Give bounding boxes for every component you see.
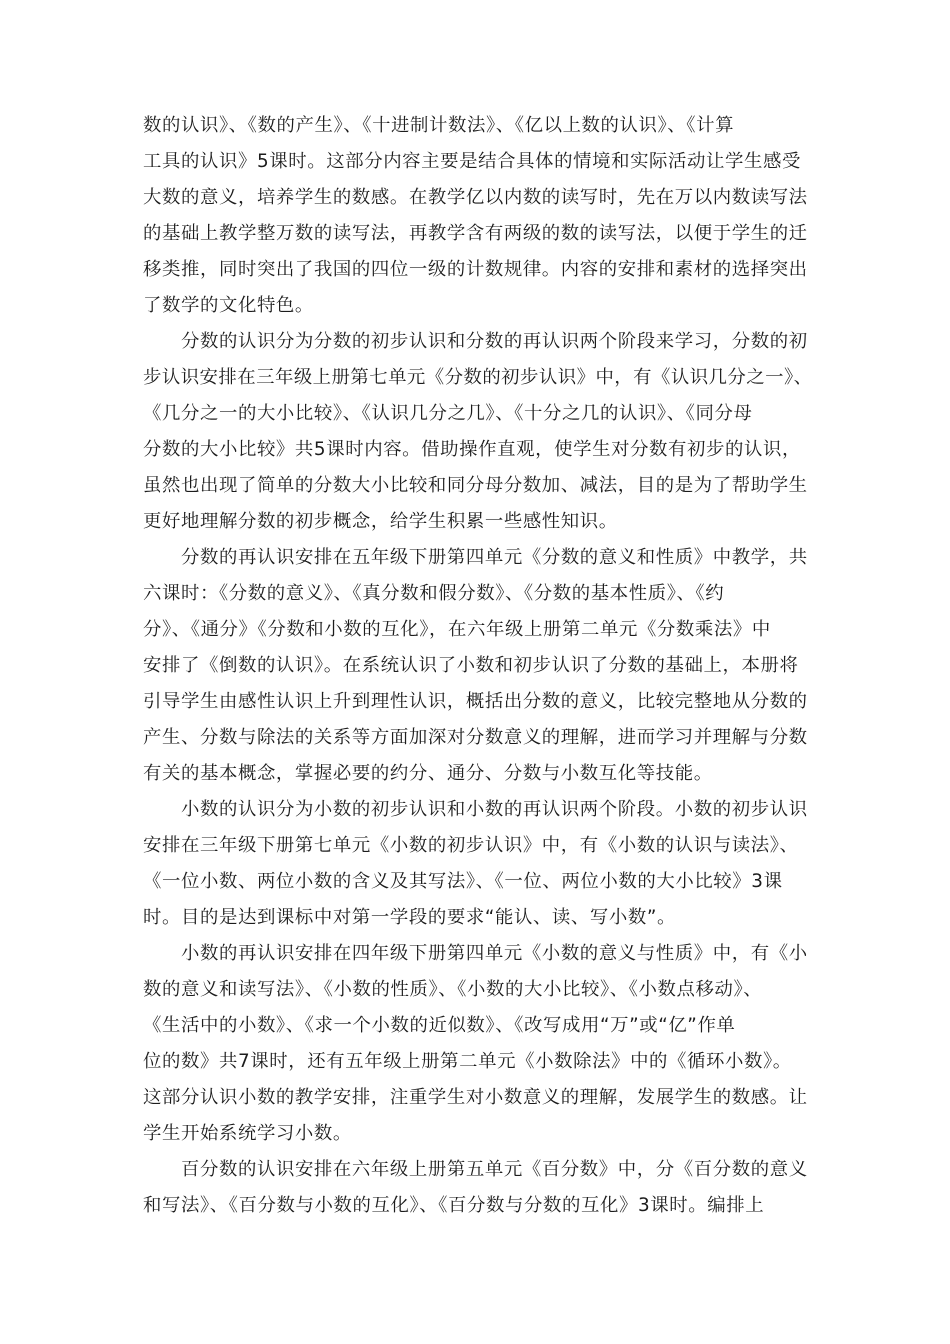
text-line: 这部分认识小数的教学安排，注重学生对小数意义的理解，发展学生的数感。让 bbox=[143, 1087, 808, 1108]
text-line: 安排在三年级下册第七单元《小数的初步认识》中，有《小数的认识与读法》、 bbox=[143, 835, 799, 856]
text-line: 大数的意义，培养学生的数感。在教学亿以内数的读写时，先在万以内数读写法 bbox=[143, 187, 808, 208]
text-line: 和写法》、《百分数与小数的互化》、《百分数与分数的互化》3课时。编排上 bbox=[143, 1195, 765, 1216]
text-line: 的基础上教学整万数的读写法，再教学含有两级的数的读写法，以便于学生的迁 bbox=[143, 223, 808, 244]
text-line: 数的意义和读写法》、《小数的性质》、《小数的大小比较》、《小数点移动》、 bbox=[143, 979, 763, 1000]
paragraph-first-line: 分数的再认识安排在五年级下册第四单元《分数的意义和性质》中教学，共 bbox=[181, 547, 808, 568]
text-line: 位的数》共7课时，还有五年级上册第二单元《小数除法》中的《循环小数》。 bbox=[143, 1051, 792, 1072]
text-line: 工具的认识》5课时。这部分内容主要是结合具体的情境和实际活动让学生感受 bbox=[143, 151, 801, 172]
text-line: 引导学生由感性认识上升到理性认识，概括出分数的意义，比较完整地从分数的 bbox=[143, 691, 808, 712]
text-line: 移类推，同时突出了我国的四位一级的计数规律。内容的安排和素材的选择突出 bbox=[143, 259, 808, 280]
text-line: 产生、分数与除法的关系等方面加深对分数意义的理解，进而学习并理解与分数 bbox=[143, 727, 808, 748]
paragraph-first-line: 百分数的认识安排在六年级上册第五单元《百分数》中，分《百分数的意义 bbox=[181, 1159, 808, 1180]
paragraph-first-line: 小数的认识分为小数的初步认识和小数的再认识两个阶段。小数的初步认识 bbox=[181, 799, 808, 820]
text-line: 分数的大小比较》共5课时内容。借助操作直观，使学生对分数有初步的认识， bbox=[143, 439, 801, 460]
text-line: 《几分之一的大小比较》、《认识几分之几》、《十分之几的认识》、《同分母 bbox=[143, 403, 753, 424]
text-line: 步认识安排在三年级上册第七单元《分数的初步认识》中，有《认识几分之一》、 bbox=[143, 367, 813, 388]
text-line: 时。目的是达到课标中对第一学段的要求“能认、读、写小数”。 bbox=[143, 907, 677, 928]
text-line: 《一位小数、两位小数的含义及其写法》、《一位、两位小数的大小比较》3课 bbox=[143, 871, 783, 892]
paragraph-first-line: 分数的认识分为分数的初步认识和分数的再认识两个阶段来学习，分数的初 bbox=[181, 331, 808, 352]
text-line: 学生开始系统学习小数。 bbox=[143, 1123, 352, 1144]
paragraph-first-line: 小数的再认识安排在四年级下册第四单元《小数的意义与性质》中，有《小 bbox=[181, 943, 808, 964]
text-line: 虽然也出现了简单的分数大小比较和同分母分数加、减法，目的是为了帮助学生 bbox=[143, 475, 808, 496]
text-line: 六课时：《分数的意义》、《真分数和假分数》、《分数的基本性质》、《约 bbox=[143, 583, 725, 604]
text-line: 更好地理解分数的初步概念，给学生积累一些感性知识。 bbox=[143, 511, 618, 532]
text-line: 安排了《倒数的认识》。在系统认识了小数和初步认识了分数的基础上，本册将 bbox=[143, 655, 799, 676]
text-line: 有关的基本概念，掌握必要的约分、通分、分数与小数互化等技能。 bbox=[143, 763, 713, 784]
text-line: 了数学的文化特色。 bbox=[143, 295, 314, 316]
text-line: 分》、《通分》《分数和小数的互化》，在六年级上册第二单元《分数乘法》中 bbox=[143, 619, 771, 640]
text-line: 数的认识》、《数的产生》、《十进制计数法》、《亿以上数的认识》、《计算 bbox=[143, 115, 735, 136]
text-line: 《生活中的小数》、《求一个小数的近似数》、《改写成用“万”或“亿”作单 bbox=[143, 1015, 736, 1036]
